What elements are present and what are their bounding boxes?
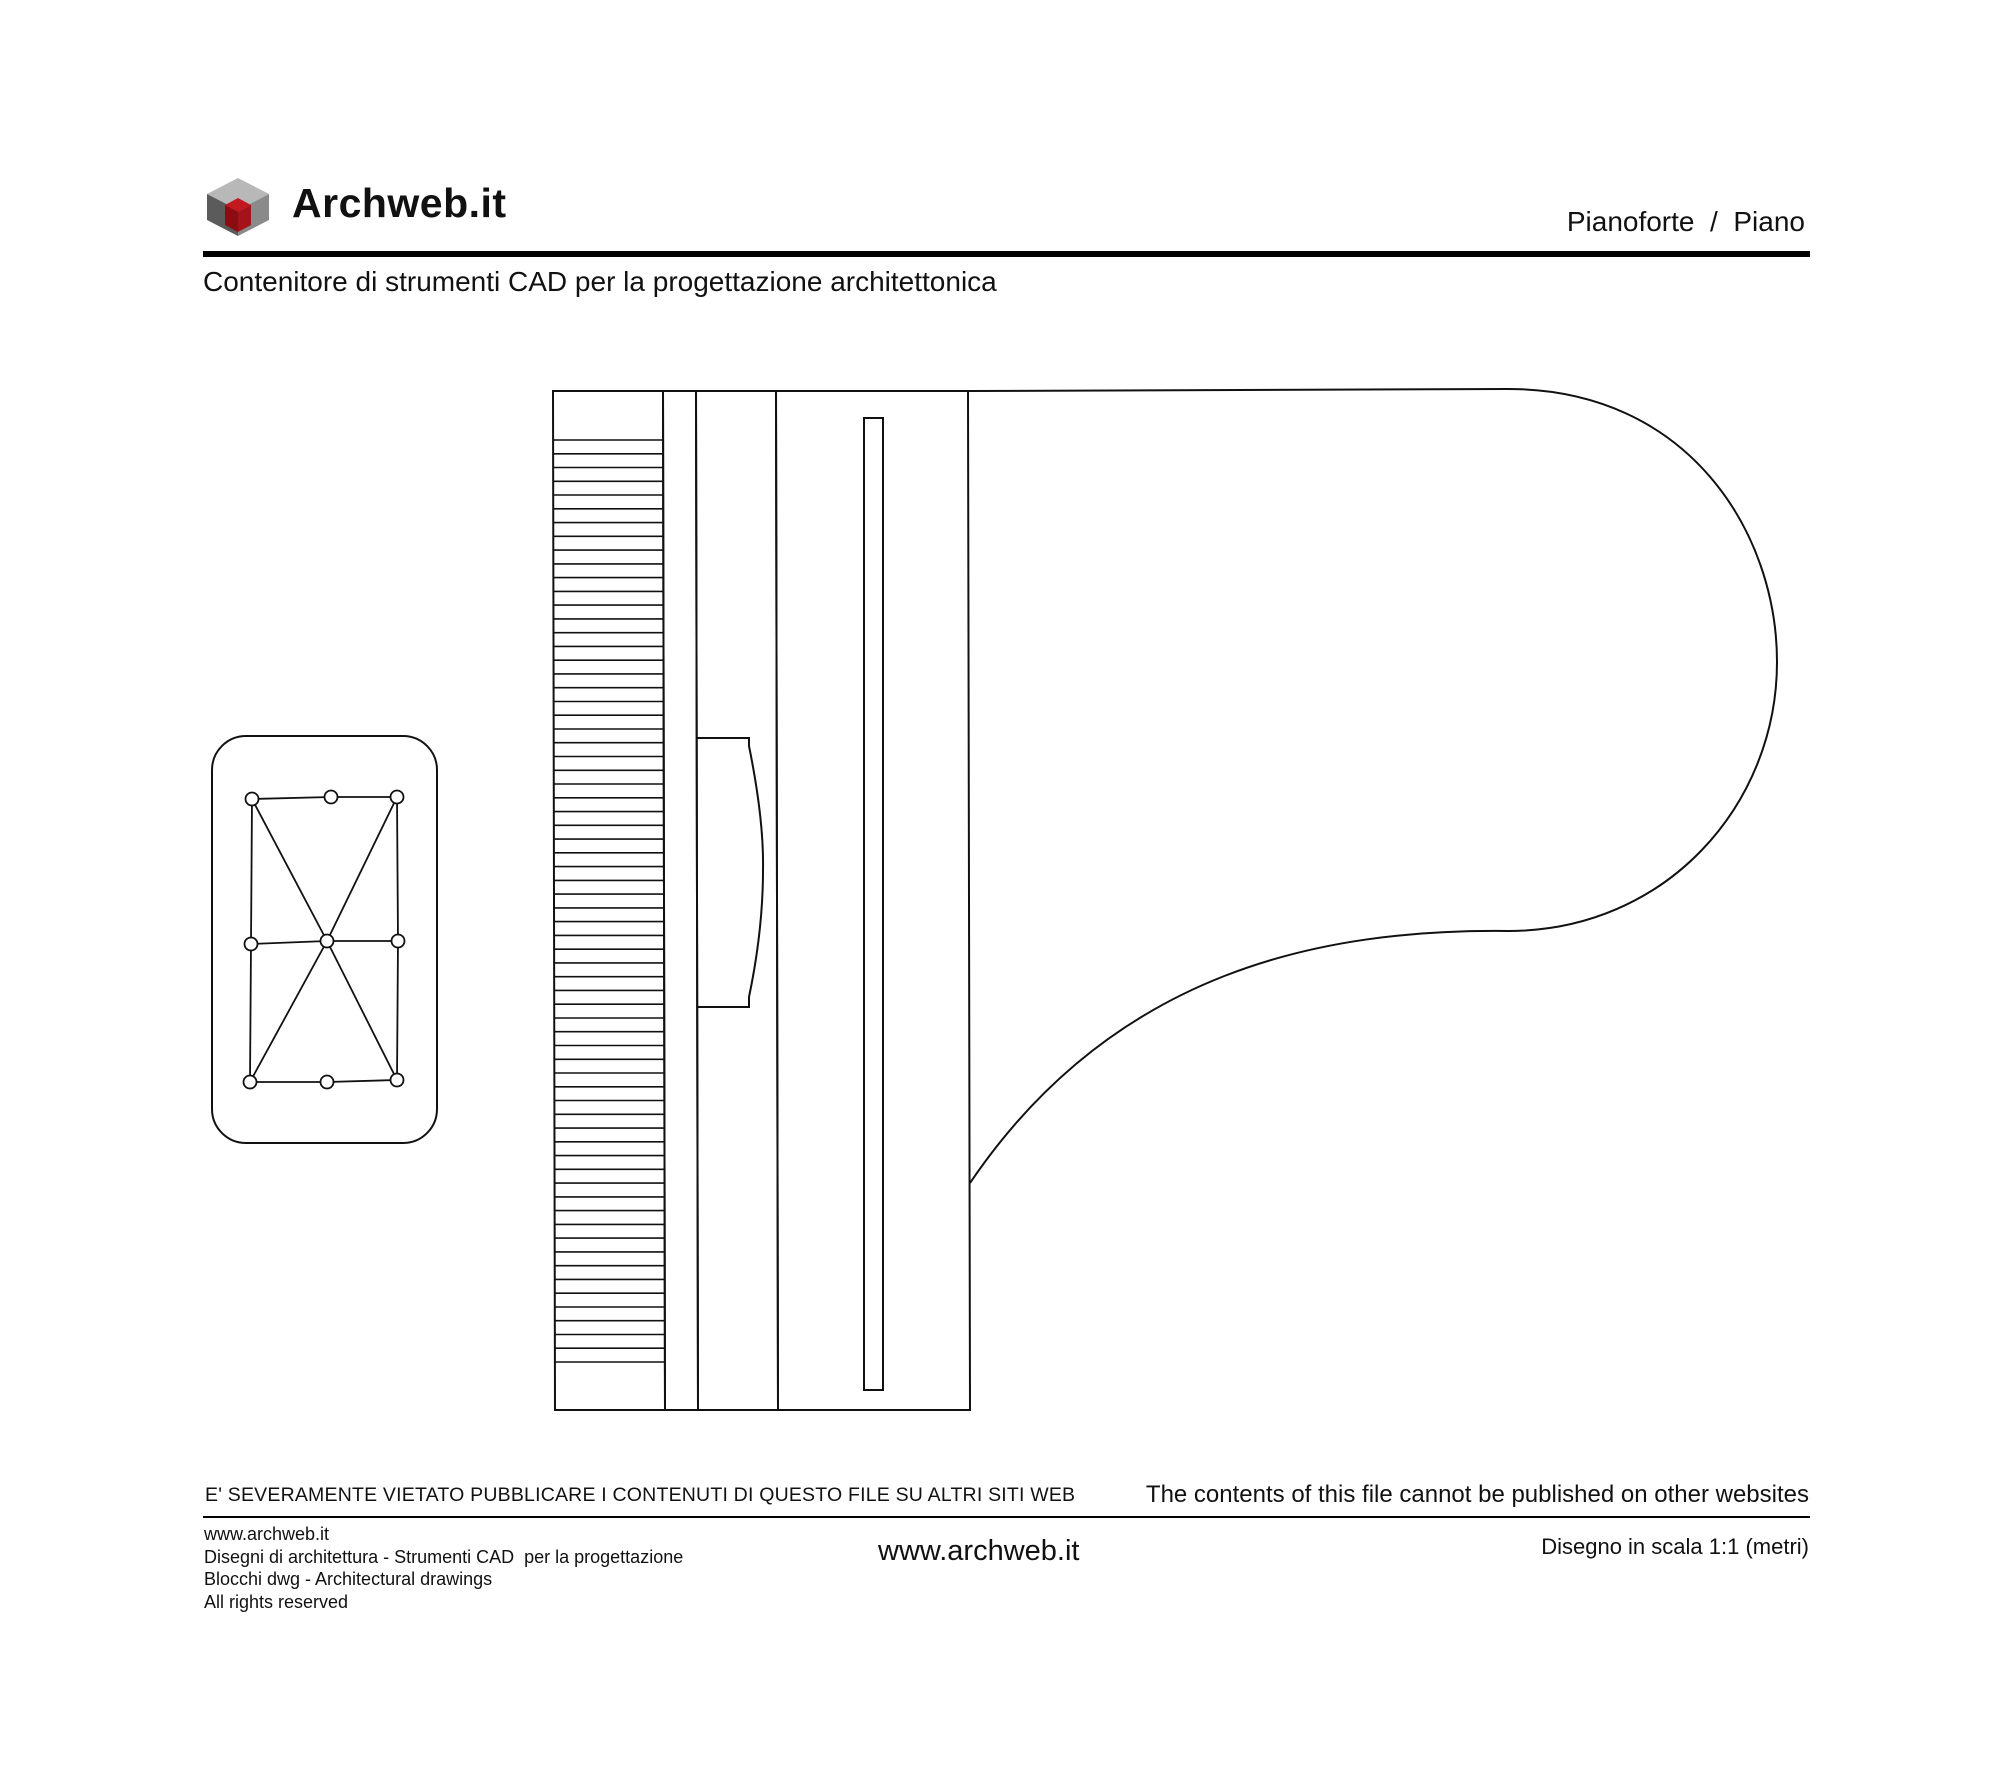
music-desk (697, 738, 763, 1007)
case-front (776, 391, 970, 1410)
keyboard-section (553, 391, 665, 1410)
key-slip (663, 391, 698, 1410)
drawing-scale: Disegno in scala 1:1 (metri) (1541, 1534, 1809, 1559)
drawing-title: Pianoforte / Piano (1566, 206, 1805, 237)
piano-case-curve (968, 389, 1777, 1183)
subtitle: Contenitore di strumenti CAD per la progettazione architettonica (203, 266, 997, 297)
warning-english: The contents of this file cannot be published on other websites (1145, 1481, 1809, 1508)
footer-line: Disegni di architettura - Strumenti CAD per la progettazione (204, 1546, 684, 1567)
lid-prop-stick (864, 418, 883, 1390)
footer-line: www.archweb.it (204, 1524, 330, 1544)
fallboard (696, 391, 778, 1410)
footer-url: www.archweb.it (878, 1535, 1080, 1567)
footer-rule (203, 1516, 1810, 1518)
bench-joints (244, 791, 405, 1089)
footer-line: Blocchi dwg - Architectural drawings (204, 1569, 493, 1589)
warning-italian: E' SEVERAMENTE VIETATO PUBBLICARE I CONTENUTI DI QUESTO FILE SU ALTRI SITI WEB (205, 1484, 1076, 1506)
footer-credits (204, 1523, 683, 1613)
piano-bench (212, 736, 437, 1143)
piano (553, 389, 1777, 1410)
footer-line: All rights reserved (204, 1591, 349, 1612)
piano-keys (553, 440, 665, 1362)
brand-name: Archweb.it (292, 180, 507, 226)
